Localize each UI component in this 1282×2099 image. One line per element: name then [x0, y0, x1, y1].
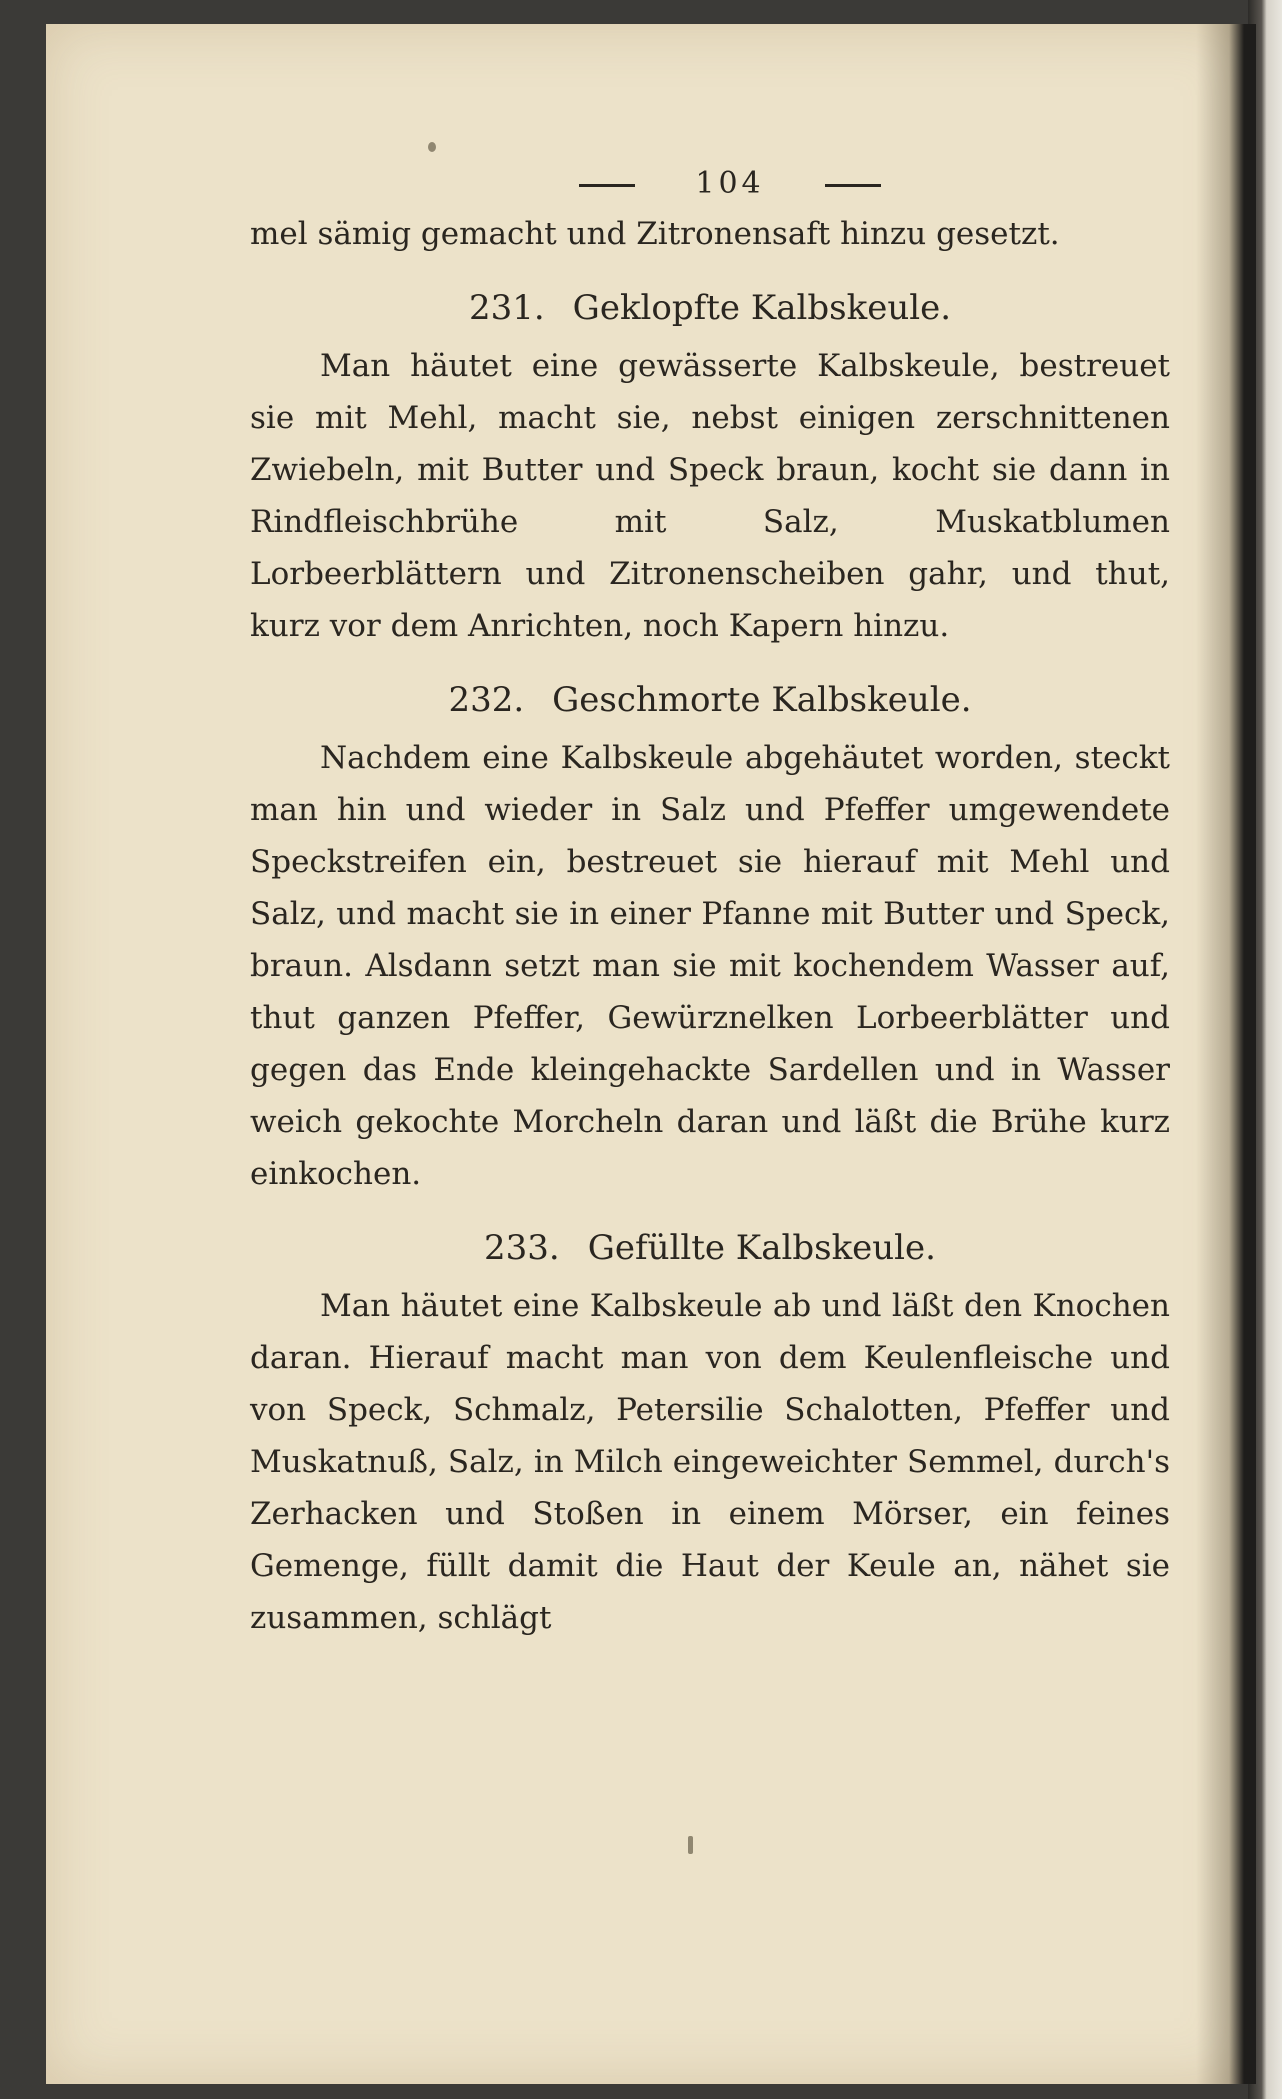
ink-spot [428, 142, 436, 152]
recipe-text-232: Nachdem eine Kalbskeule abgehäutet worden, steckt man hin und wieder in Salz und Pfeffer umgewendete Speckstreifen ein, bestreuet sie hierauf mit Mehl und Salz, und macht sie in einer Pfanne mit Butter und Speck, braun. Alsdann setzt man sie mit kochendem Wasser auf, thut ganzen Pfeffer, Gewürznelken Lorbeerblätter und gegen das Ende kleingehackte Sardellen und in Wasser weich gekochte Morcheln daran und läßt die Brühe kurz einkochen. [250, 740, 1170, 1192]
recipe-number: 233. [484, 1228, 560, 1268]
running-head [290, 160, 1170, 208]
ink-spot [688, 1836, 693, 1854]
recipe-title: Geklopfte Kalbskeule. [572, 288, 952, 328]
recipe-number: 232. [448, 680, 525, 720]
recipe-heading-233 [250, 1222, 1170, 1274]
recipe-number: 231. [468, 288, 545, 328]
recipe-text-233: Man häutet eine Kalbskeule ab und läßt den Knochen daran. Hierauf macht man von dem Keulenfleische und von Speck, Schmalz, Petersilie Schalotten, Pfeffer und Muskatnuß, Salz, in Milch eingeweichter Semmel, durch's Zerhacken und Stoßen in einem Mörser, ein feines Gemenge, füllt damit die Haut der Keule an, nähet sie zusammen, schlägt [250, 1288, 1170, 1636]
recipe-title: Geschmorte Kalbskeule. [552, 680, 972, 720]
right-dash [825, 184, 881, 187]
page-text [250, 160, 1170, 1644]
left-dash [579, 184, 635, 187]
recipe-heading-232 [250, 674, 1170, 726]
recipe-title: Gefüllte Kalbskeule. [587, 1228, 936, 1268]
recipe-text-231: Man häutet eine gewässerte Kalbskeule, bestreuet sie mit Mehl, macht sie, nebst einigen zerschnittenen Zwiebeln, mit Butter und Speck braun, kocht sie dann in Rindfleischbrühe mit Salz, Muskatblumen Lorbeerblättern und Zitronenscheiben gahr, und thut, kurz vor dem Anrichten, noch Kapern hinzu. [250, 348, 1170, 644]
page-number: 104 [695, 166, 765, 201]
recipe-heading-231 [250, 282, 1170, 334]
continuation-text: mel sämig gemacht und Zitronensaft hinzu gesetzt. [250, 216, 1060, 252]
page-gutter [1196, 24, 1256, 2084]
